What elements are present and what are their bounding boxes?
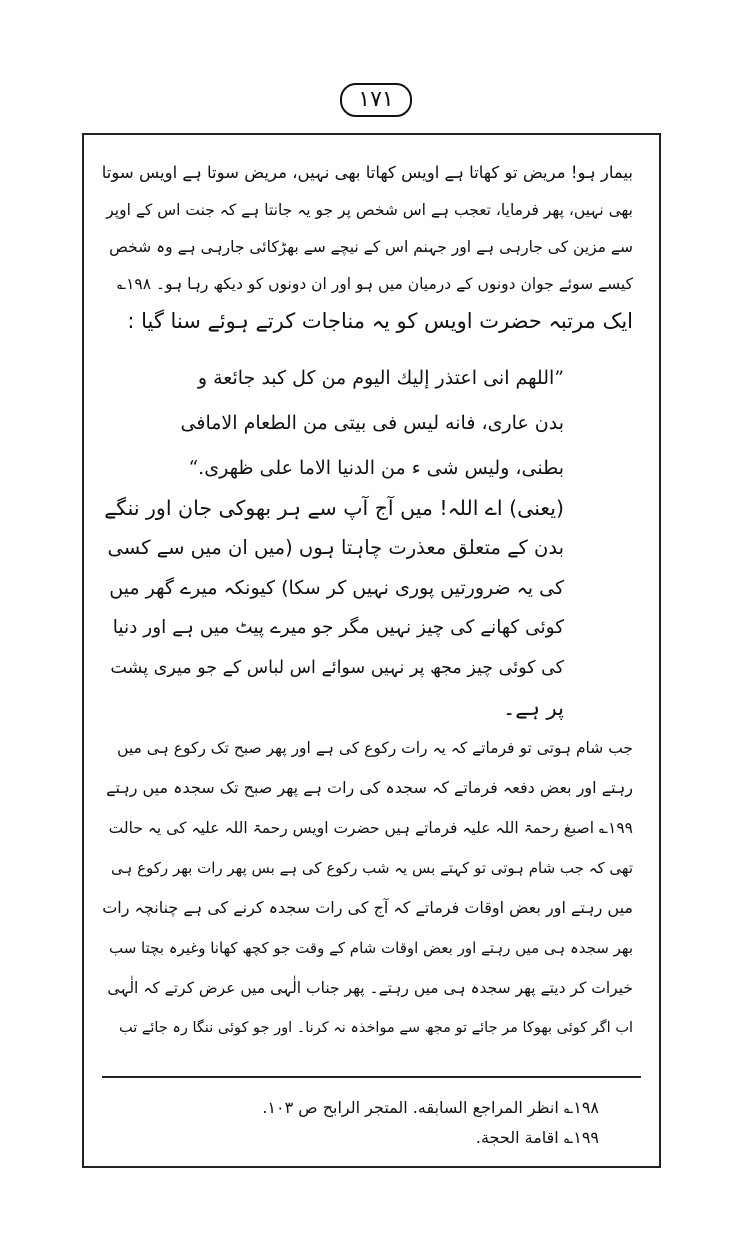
arabic-supplication-line: بدن عاری، فانه ليس فی بيتی من الطعام الامافی xyxy=(180,412,564,434)
arabic-supplication-line: بطنی، ولیس شی ء من الدنيا الاما علی ظهری.“ xyxy=(188,457,564,479)
text-line: تھی کہ جب شام ہوتی تو کہتے بس یہ شب رکوع کی ہے بس پھر رات بھر رکوع ہی xyxy=(111,859,633,877)
text-line: خیرات کر دیتے پھر سجدہ ہی میں رہتے۔ پھر جناب الٰہی میں عرض کرتے کہ الٰہی xyxy=(107,979,633,997)
translation-line: (یعنی) اے اللہ! میں آج آپ سے ہر بھوکی جان اور ننگے xyxy=(104,496,564,520)
translation-line: کی یہ ضرورتیں پوری نہیں کر سکا) کیونکہ میرے گھر میں xyxy=(109,577,564,599)
page-number: ۱۷۱ xyxy=(340,83,412,117)
text-frame xyxy=(82,133,661,1168)
translation-line: پر ہے۔ xyxy=(502,696,564,720)
text-line: ایک مرتبہ حضرت اویس کو یہ مناجات کرتے ہوئے سنا گیا : xyxy=(127,309,633,333)
translation-line: کوئی کھانے کی چیز نہیں مگر جو میرے پیٹ میں ہے اور دنیا xyxy=(112,617,564,638)
text-line: ۱۹۹؎ اصبغ رحمۃ اللہ علیہ فرماتے ہیں حضرت اویس رحمۃ اللہ علیہ کی یہ حالت xyxy=(108,819,633,837)
text-line: جب شام ہوتی تو فرماتے کہ یہ رات رکوع کی ہے اور پھر صبح تک رکوع ہی میں xyxy=(117,739,633,757)
translation-line: کی کوئی چیز مجھ پر نہیں سوائے اس لباس کے جو میری پشت xyxy=(110,658,564,678)
text-line: سے مزین کی جارہی ہے اور جہنم اس کے نیچے سے بھڑکائی جارہی ہے وہ شخص xyxy=(109,238,633,256)
footnote: ۱۹۹؎ اقامة الحجة. xyxy=(475,1128,599,1147)
text-line: اب اگر کوئی بھوکا مر جائے تو مجھ سے مواخذہ نہ کرنا۔ اور جو کوئی ننگا رہ جائے تب xyxy=(118,1020,633,1036)
text-line: کیسے سوئے جوان دونوں کے درمیان میں ہو اور ان دونوں کو دیکھ رہا ہو۔ ۱۹۸؎ xyxy=(117,275,633,293)
text-line: رہتے اور بعض دفعہ فرماتے کہ سجدہ کی رات ہے پھر صبح تک سجدہ میں رہتے xyxy=(106,778,633,797)
footnote: ۱۹۸؎ انظر المراجع السابقه. المتجر الرابح ص ۱۰۳. xyxy=(262,1098,599,1117)
footnote-divider xyxy=(102,1076,641,1078)
text-line: بیمار ہو! مریض تو کھاتا ہے اویس کھاتا بھی نہیں، مریض سوتا ہے اویس سوتا xyxy=(101,163,633,182)
text-line: بھر سجدہ ہی میں رہتے اور بعض اوقات شام کے وقت جو کچھ کھانا وغیرہ بچتا سب xyxy=(108,939,633,957)
arabic-supplication-line: ”اللھم انی اعتذر إليك اليوم من كل كبد جائعة و xyxy=(197,367,564,389)
text-line: بھی نہیں، پھر فرمایا، تعجب ہے اس شخص پر جو یہ جانتا ہے کہ جنت اس کے اوپر xyxy=(106,201,633,219)
translation-line: بدن کے متعلق معذرت چاہتا ہوں (میں ان میں سے کسی xyxy=(107,536,564,559)
text-line: میں رہتے اور بعض اوقات فرماتے کہ آج کی رات سجدہ کرنے کی ہے چنانچہ رات xyxy=(102,898,633,917)
